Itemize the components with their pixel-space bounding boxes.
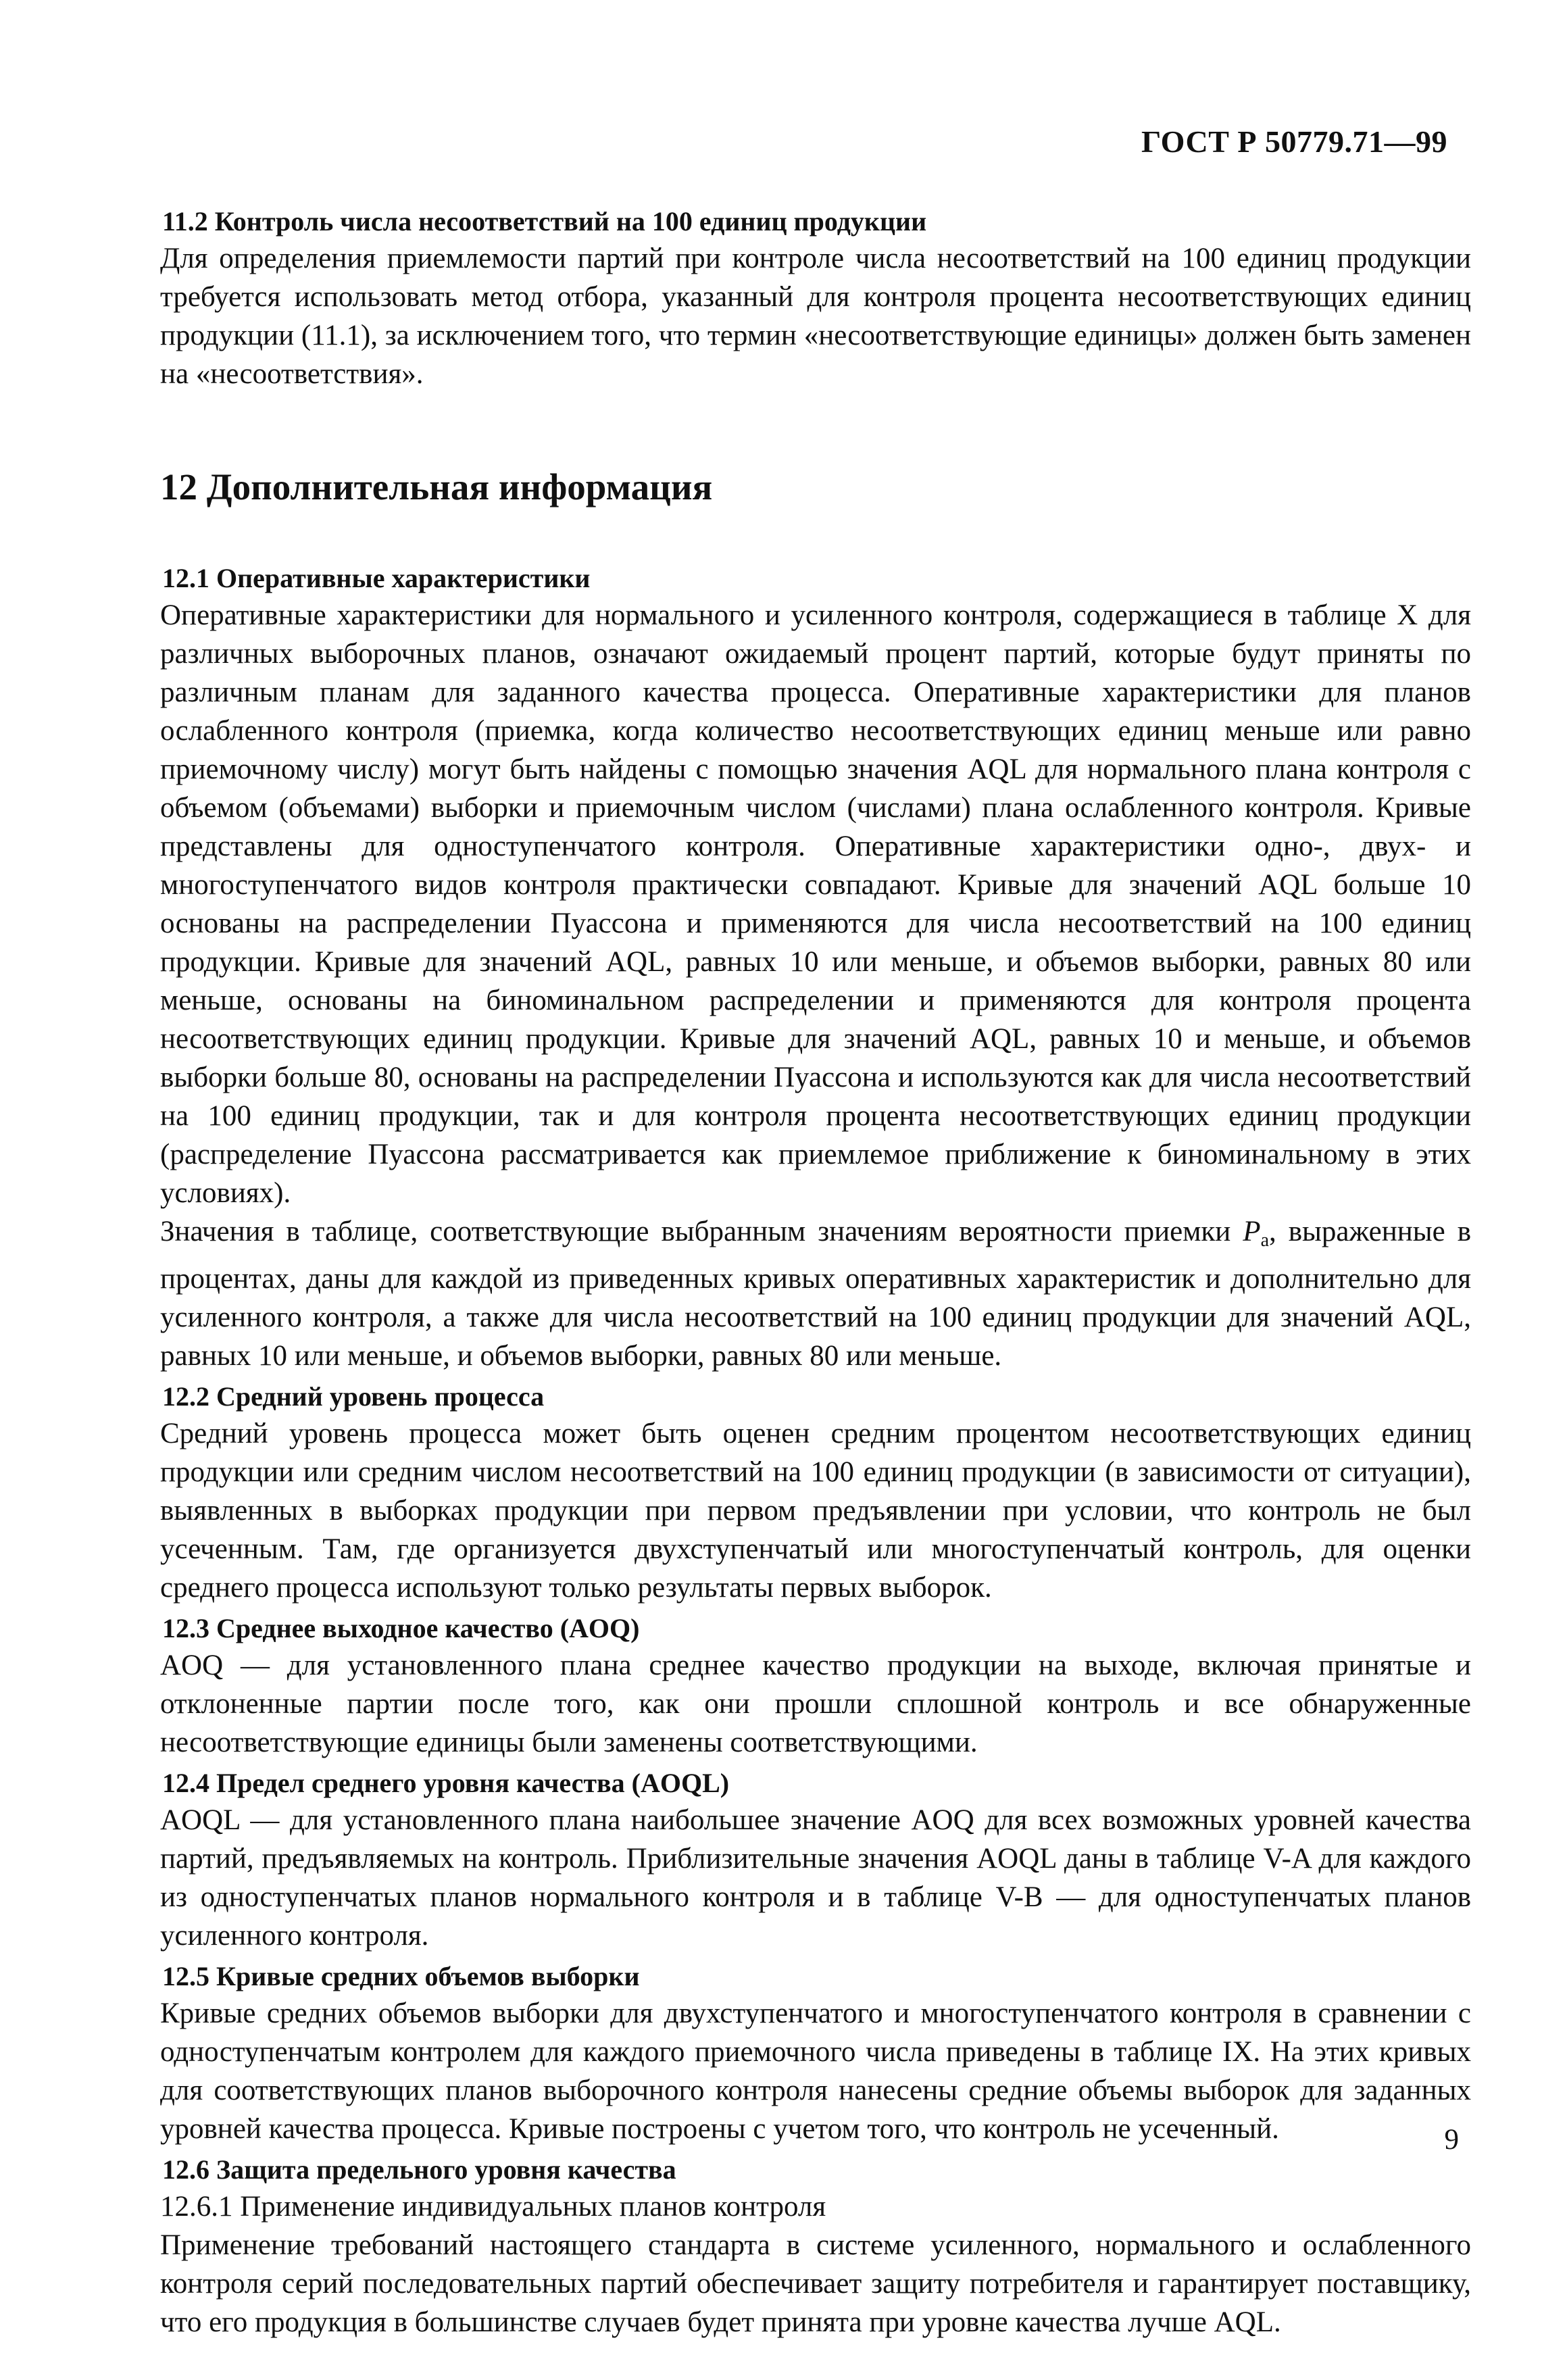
section-12-4-paragraph: AOQL — для установленного плана наибольшее значение AOQ для всех возможных уровней качества партий, предъявляемых на контроль. Приблизительные значения AOQL даны в таблице V-A для каждого из одноступенчатых планов нормального контроля и в таблице V-B — для одноступенчатых планов усиленного контроля.: [160, 1804, 1471, 1952]
probability-symbol: P: [1243, 1216, 1261, 1247]
section-11-2-title: 11.2 Контроль числа несоответствий на 100 единиц продукции: [162, 206, 927, 237]
paragraph-2-start: Значения в таблице, соответствующие выбранным значениям вероятности приемки: [160, 1216, 1243, 1247]
section-12-5: [160, 1959, 1471, 2148]
section-12-1: [160, 561, 1471, 1375]
section-12-6: [160, 2152, 1471, 2341]
probability-subscript: a: [1260, 1230, 1269, 1251]
section-12-6-title: 12.6 Защита предельного уровня качества: [162, 2154, 676, 2185]
section-12-1-paragraph-2: [160, 1212, 1471, 1375]
section-11-2-paragraph: Для определения приемлемости партий при контроле числа несоответствий на 100 единиц продукции требуется использовать метод отбора, указанный для контроля процента несоответствующих единиц продукции (11.1), за исключением того, что термин «несоответствующие единицы» должен быть заменен на «несоответствия».: [160, 243, 1471, 390]
section-12-4: [160, 1766, 1471, 1955]
section-12-3-paragraph: AOQ — для установленного плана среднее качество продукции на выходе, включая принятые и отклоненные партии после того, как они прошли сплошной контроль и все обнаруженные несоответствующие единицы были заменены соответствующими.: [160, 1650, 1471, 1758]
section-12-1-title: 12.1 Оперативные характеристики: [162, 563, 591, 593]
section-12-3-title: 12.3 Среднее выходное качество (AOQ): [162, 1613, 640, 1643]
section-12-2-title: 12.2 Средний уровень процесса: [162, 1381, 545, 1412]
standard-code: ГОСТ Р 50779.71—99: [1141, 124, 1447, 159]
section-12-4-title: 12.4 Предел среднего уровня качества (AOQL): [162, 1768, 730, 1798]
page-number: 9: [1444, 2124, 1459, 2156]
paragraph-2-end: , выраженные в процентах, даны для каждой из приведенных кривых оперативных характеристик и дополнительно для усиленного контроля, а также для числа несоответствий на 100 единиц продукции для значений AQL, равных 10 или меньше, и объемов выборки, равных 80 или меньше.: [160, 1216, 1472, 1372]
section-11-2: [160, 204, 1471, 393]
section-12-5-paragraph: Кривые средних объемов выборки для двухступенчатого и многоступенчатого контроля в сравнении с одноступенчатым контролем для каждого приемочного числа приведены в таблице IX. На этих кривых для соответствующих планов выборочного контроля нанесены средние объемы выборок для заданных уровней качества процесса. Кривые построены с учетом того, что контроль не усеченный.: [160, 1998, 1471, 2145]
section-12-1-paragraph-1: Оперативные характеристики для нормального и усиленного контроля, содержащиеся в таблице X для различных выборочных планов, означают ожидаемый процент партий, которые будут приняты по различным планам для заданного качества процесса. Оперативные характеристики для планов ослабленного контроля (приемка, когда количество несоответствующих единиц меньше или равно приемочному числу) могут быть найдены с помощью значения AQL для нормального плана контроля с объемом (объемами) выборки и приемочным числом (числами) плана ослабленного контроля. Кривые представлены для одноступенчатого контроля. Оперативные характеристики одно-, двух- и многоступенчатого видов контроля практически совпадают. Кривые для значений AQL больше 10 основаны на распределении Пуассона и применяются для числа несоответствий на 100 единиц продукции. Кривые для значений AQL, равных 10 или меньше, и объемов выборки, равных 80 или меньше, основаны на биноминальном распределении и применяются для контроля процента несоответствующих единиц продукции. Кривые для значений AQL, равных 10 и меньше, и объемов выборки больше 80, основаны на распределении Пуассона и используются как для числа несоответствий на 100 единиц продукции, так и для контроля процента несоответствующих единиц продукции (распределение Пуассона рассматривается как приемлемое приближение к биноминальному в этих условиях).: [160, 599, 1471, 1209]
section-12-3: [160, 1611, 1471, 1762]
section-12-2: [160, 1379, 1471, 1607]
section-12-6-1-subtitle: 12.6.1 Применение индивидуальных планов контроля: [160, 2191, 826, 2223]
section-12-5-title: 12.5 Кривые средних объемов выборки: [162, 1961, 640, 1991]
section-12-title: 12 Дополнительная информация: [160, 466, 713, 507]
section-12-6-paragraph: Применение требований настоящего стандарта в системе усиленного, нормального и ослабленного контроля серий последовательных партий обеспечивает защиту потребителя и гарантирует поставщику, что его продукция в большинстве случаев будет принята при уровне качества лучше AQL.: [160, 2229, 1471, 2338]
section-12-2-paragraph: Средний уровень процесса может быть оценен средним процентом несоответствующих единиц продукции или средним числом несоответствий на 100 единиц продукции (в зависимости от ситуации), выявленных в выборках продукции при первом предъявлении при условии, что контроль не был усеченным. Там, где организуется двухступенчатый или многоступенчатый контроль, для оценки среднего процесса используют только результаты первых выборок.: [160, 1418, 1471, 1604]
document-body: [160, 204, 1471, 2346]
